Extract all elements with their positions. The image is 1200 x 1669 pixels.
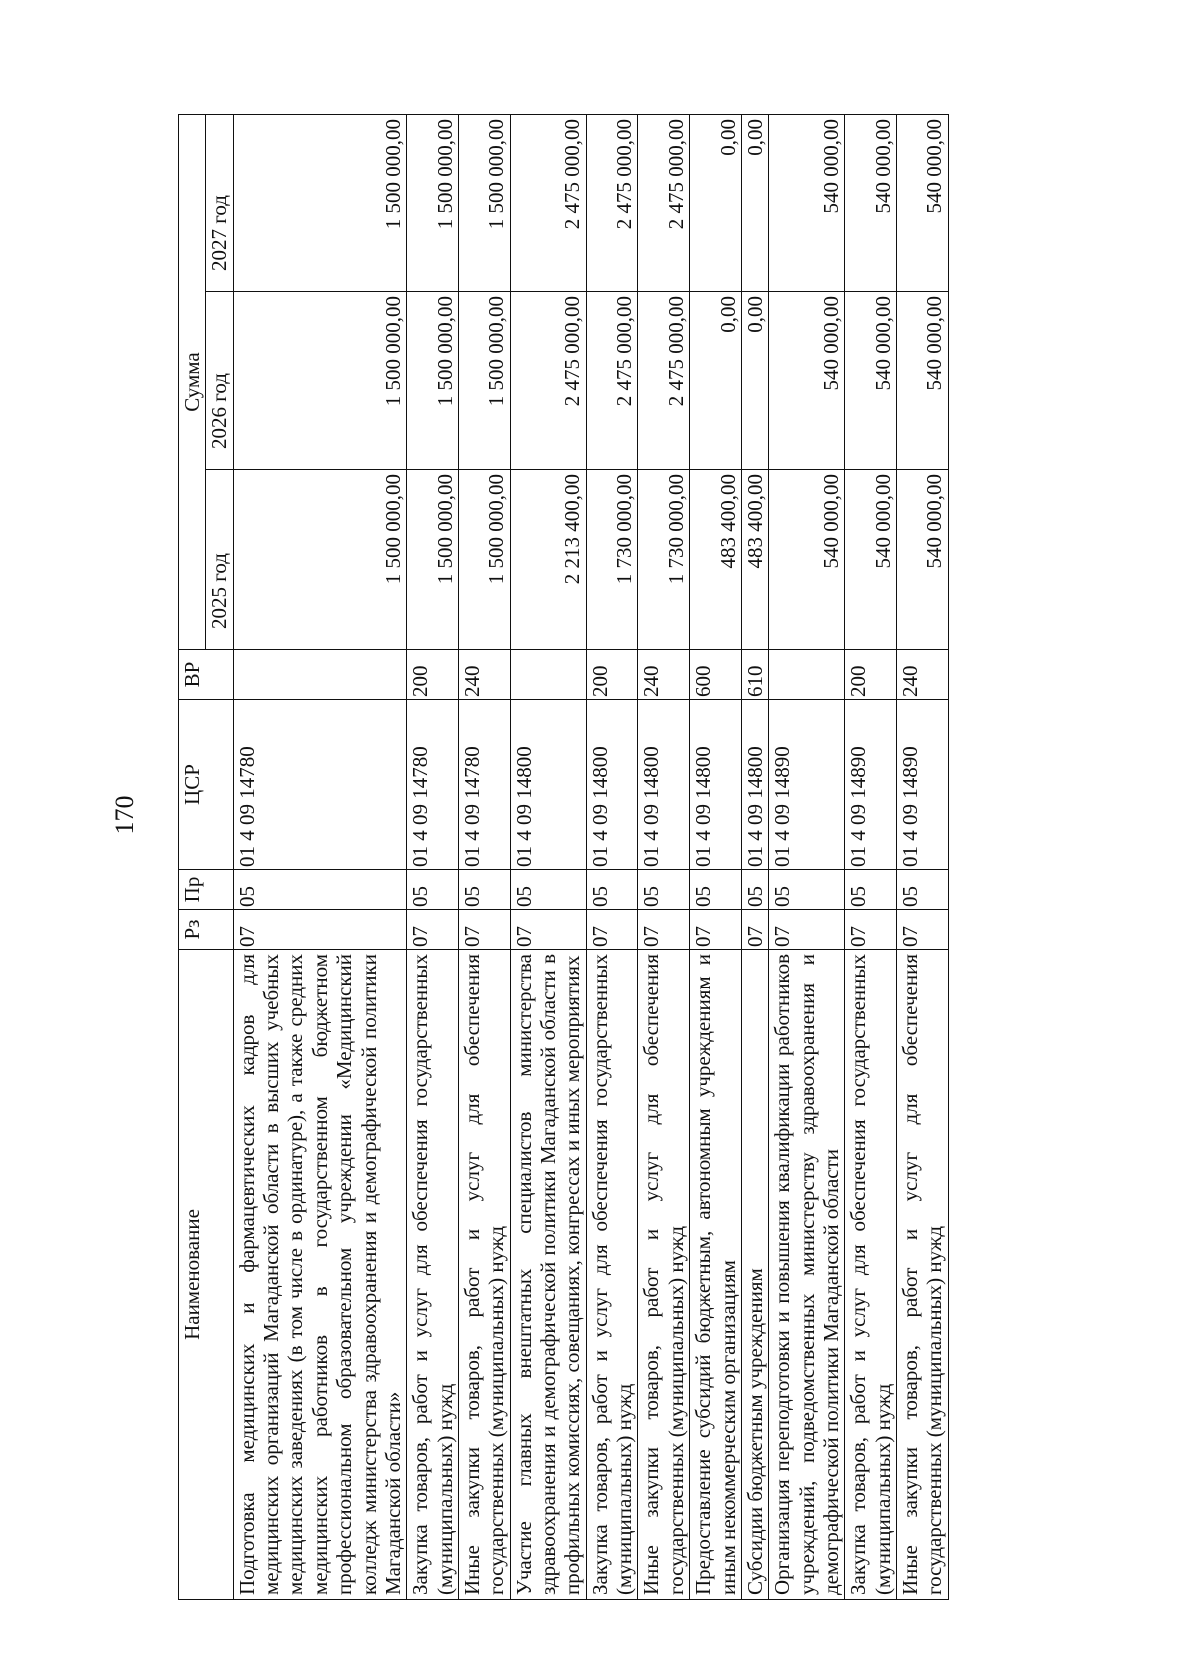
cell-2025: 540 000,00	[897, 470, 949, 650]
header-rz: Рз	[179, 910, 234, 950]
cell-pr: 05	[510, 870, 586, 910]
cell-2027: 1 500 000,00	[407, 114, 459, 291]
cell-2026: 2 475 000,00	[510, 292, 586, 470]
cell-2026: 2 475 000,00	[638, 292, 690, 470]
cell-2026: 2 475 000,00	[586, 292, 638, 470]
cell-vr	[233, 650, 407, 700]
cell-2027: 2 475 000,00	[586, 114, 638, 291]
cell-rz: 07	[638, 910, 690, 950]
cell-name: Подготовка медицинских и фармацевтических кадров для медицинских организаций Магаданской области в высших учебных медицинских заведениях (в том числе в ординатуре), а также средних медицинских работников в государственном бюджетном профессиональном образовательном учреждении «Медицинский колледж министерства здравоохранения и демографической политики Магаданской области»	[233, 950, 407, 1600]
cell-2025: 483 400,00	[690, 470, 742, 650]
header-row-1	[179, 114, 206, 1599]
cell-vr: 240	[897, 650, 949, 700]
cell-2025: 540 000,00	[769, 470, 845, 650]
cell-2025: 1 730 000,00	[586, 470, 638, 650]
header-year-2026: 2026 год	[206, 292, 233, 470]
cell-2027: 540 000,00	[845, 114, 897, 291]
cell-pr: 05	[586, 870, 638, 910]
cell-rz: 07	[233, 910, 407, 950]
table-row	[845, 114, 897, 1599]
cell-2026: 540 000,00	[897, 292, 949, 470]
cell-name: Закупка товаров, работ и услуг для обеспечения государственных (муниципальных) нужд	[586, 950, 638, 1600]
cell-2025: 1 500 000,00	[233, 470, 407, 650]
cell-pr: 05	[769, 870, 845, 910]
header-year-2027: 2027 год	[206, 114, 233, 291]
cell-2027: 0,00	[741, 114, 768, 291]
cell-2027: 1 500 000,00	[458, 114, 510, 291]
cell-2025: 483 400,00	[741, 470, 768, 650]
cell-name: Иные закупки товаров, работ и услуг для обеспечения государственных (муниципальных) нужд	[638, 950, 690, 1600]
cell-name: Иные закупки товаров, работ и услуг для обеспечения государственных (муниципальных) нужд	[458, 950, 510, 1600]
cell-csr: 01 4 09 14780	[458, 700, 510, 870]
cell-pr: 05	[897, 870, 949, 910]
cell-2025: 1 500 000,00	[458, 470, 510, 650]
table-row	[769, 114, 845, 1599]
cell-vr: 200	[586, 650, 638, 700]
cell-vr	[769, 650, 845, 700]
cell-vr: 610	[741, 650, 768, 700]
cell-vr: 240	[458, 650, 510, 700]
cell-csr: 01 4 09 14780	[233, 700, 407, 870]
cell-2025: 1 500 000,00	[407, 470, 459, 650]
cell-2025: 540 000,00	[845, 470, 897, 650]
cell-pr: 05	[233, 870, 407, 910]
cell-rz: 07	[407, 910, 459, 950]
cell-2026: 1 500 000,00	[407, 292, 459, 470]
cell-vr: 240	[638, 650, 690, 700]
cell-pr: 05	[690, 870, 742, 910]
budget-table	[178, 114, 949, 1600]
table-row	[510, 114, 586, 1599]
cell-name: Закупка товаров, работ и услуг для обеспечения государственных (муниципальных) нужд	[845, 950, 897, 1600]
header-sum: Сумма	[179, 114, 206, 649]
cell-csr: 01 4 09 14800	[638, 700, 690, 870]
cell-rz: 07	[741, 910, 768, 950]
cell-name: Участие главных внештатных специалистов министерства здравоохранения и демографической политики Магаданской области в профильных комиссиях, совещаниях, конгрессах и иных мероприятиях	[510, 950, 586, 1600]
cell-pr: 05	[845, 870, 897, 910]
table-row	[407, 114, 459, 1599]
cell-rz: 07	[897, 910, 949, 950]
header-name: Наименование	[179, 950, 234, 1600]
cell-rz: 07	[845, 910, 897, 950]
cell-2026: 540 000,00	[769, 292, 845, 470]
cell-csr: 01 4 09 14890	[769, 700, 845, 870]
cell-name: Иные закупки товаров, работ и услуг для обеспечения государственных (муниципальных) нужд	[897, 950, 949, 1600]
cell-csr: 01 4 09 14800	[586, 700, 638, 870]
cell-pr: 05	[638, 870, 690, 910]
cell-name: Субсидии бюджетным учреждениям	[741, 950, 768, 1600]
cell-csr: 01 4 09 14800	[741, 700, 768, 870]
header-vr: ВР	[179, 650, 234, 700]
cell-csr: 01 4 09 14800	[690, 700, 742, 870]
table-row	[233, 114, 407, 1599]
budget-sheet	[178, 115, 1045, 1600]
cell-pr: 05	[458, 870, 510, 910]
cell-2026: 0,00	[741, 292, 768, 470]
cell-csr: 01 4 09 14800	[510, 700, 586, 870]
cell-2026: 1 500 000,00	[458, 292, 510, 470]
cell-2027: 0,00	[690, 114, 742, 291]
table-body	[233, 114, 948, 1599]
cell-2027: 540 000,00	[769, 114, 845, 291]
cell-2025: 1 730 000,00	[638, 470, 690, 650]
cell-vr: 200	[407, 650, 459, 700]
table-row	[586, 114, 638, 1599]
cell-pr: 05	[741, 870, 768, 910]
cell-vr	[510, 650, 586, 700]
cell-rz: 07	[510, 910, 586, 950]
cell-2027: 2 475 000,00	[638, 114, 690, 291]
cell-2027: 1 500 000,00	[233, 114, 407, 291]
cell-pr: 05	[407, 870, 459, 910]
cell-name: Организация переподготовки и повышения квалификации работников учреждений, подведомственных министерству здравоохранения и демографической политики Магаданской области	[769, 950, 845, 1600]
cell-csr: 01 4 09 14890	[897, 700, 949, 870]
table-row	[897, 114, 949, 1599]
cell-2025: 2 213 400,00	[510, 470, 586, 650]
cell-vr: 200	[845, 650, 897, 700]
cell-2027: 2 475 000,00	[510, 114, 586, 291]
header-csr: ЦСР	[179, 700, 234, 870]
cell-2026: 1 500 000,00	[233, 292, 407, 470]
cell-rz: 07	[458, 910, 510, 950]
header-year-2025: 2025 год	[206, 470, 233, 650]
cell-2026: 540 000,00	[845, 292, 897, 470]
cell-csr: 01 4 09 14780	[407, 700, 459, 870]
table-row	[690, 114, 742, 1599]
cell-rz: 07	[586, 910, 638, 950]
header-pr: Пр	[179, 870, 234, 910]
table-row	[741, 114, 768, 1599]
cell-2026: 0,00	[690, 292, 742, 470]
cell-name: Закупка товаров, работ и услуг для обеспечения государственных (муниципальных) нужд	[407, 950, 459, 1600]
table-row	[638, 114, 690, 1599]
cell-name: Предоставление субсидий бюджетным, автономным учреждениям и иным некоммерческим организациям	[690, 950, 742, 1600]
cell-csr: 01 4 09 14890	[845, 700, 897, 870]
cell-rz: 07	[690, 910, 742, 950]
cell-vr: 600	[690, 650, 742, 700]
cell-rz: 07	[769, 910, 845, 950]
table-row	[458, 114, 510, 1599]
cell-2027: 540 000,00	[897, 114, 949, 291]
page-number: 170	[110, 795, 139, 835]
